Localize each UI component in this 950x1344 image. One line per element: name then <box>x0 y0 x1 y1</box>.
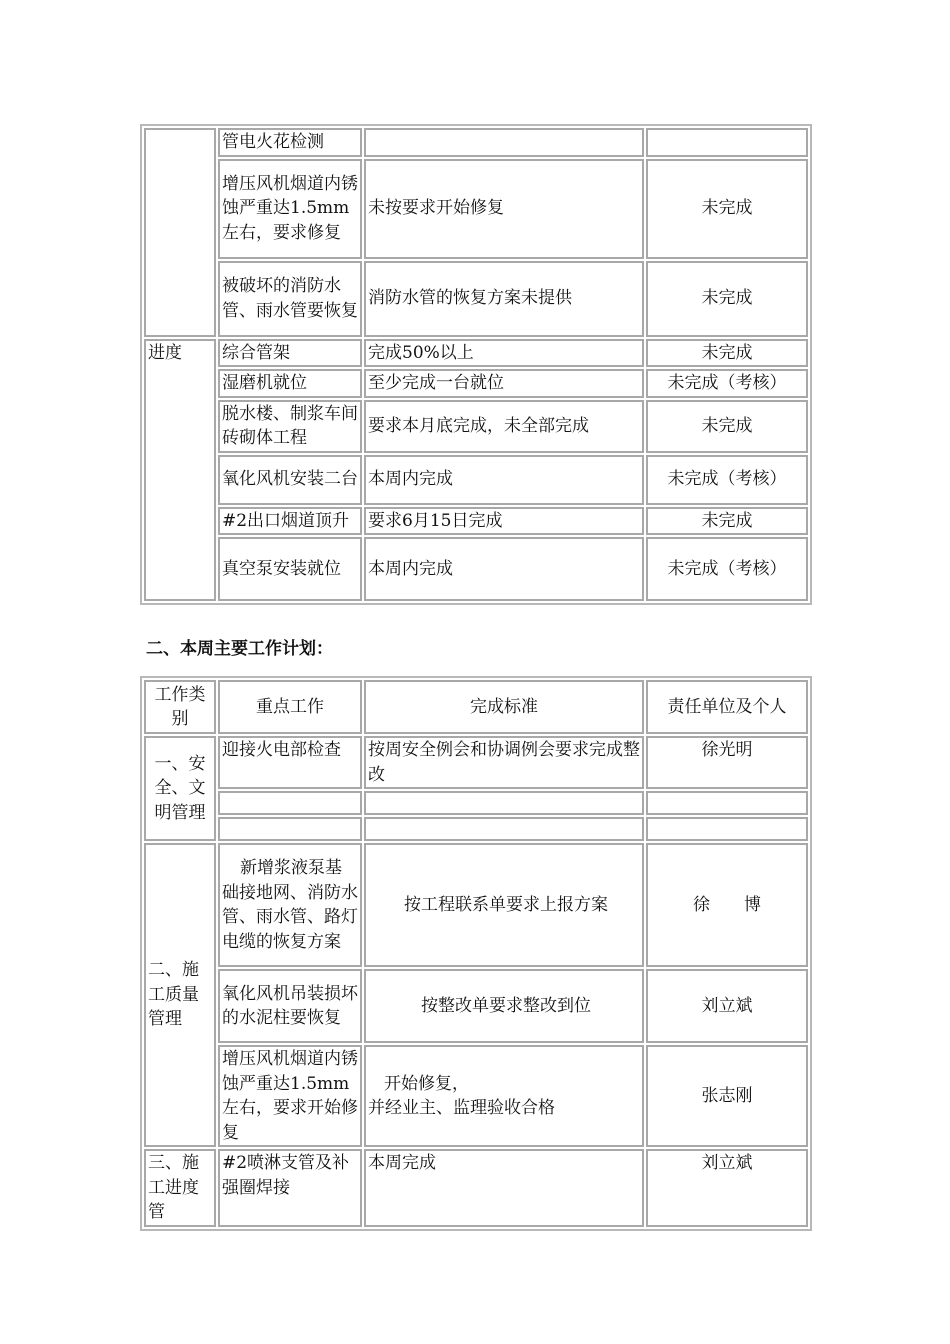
category-cell: 一、安全、文明管理 <box>144 736 216 841</box>
work-cell: 新增浆液泵基础接地网、消防水管、雨水管、路灯电缆的恢复方案 <box>218 843 362 967</box>
result-cell: 未完成 <box>646 339 808 368</box>
standard-line: 开始修复， <box>384 1073 469 1094</box>
result-cell: 未完成（考核） <box>646 369 808 398</box>
header-work: 重点工作 <box>218 680 362 734</box>
owner-cell <box>646 791 808 815</box>
owner-cell: 徐 博 <box>646 843 808 967</box>
result-cell: 未完成 <box>646 261 808 337</box>
work-cell: #2喷淋支管及补强圈焊接 <box>218 1149 362 1227</box>
owner-cell: 刘立斌 <box>646 969 808 1043</box>
status-cell <box>364 128 644 157</box>
owner-cell <box>646 817 808 841</box>
result-cell: 未完成（考核） <box>646 537 808 601</box>
item-cell: 真空泵安装就位 <box>218 537 362 601</box>
work-cell: 增压风机烟道内锈蚀严重达1.5mm左右，要求开始修复 <box>218 1045 362 1147</box>
standard-cell: 按工程联系单要求上报方案 <box>364 843 644 967</box>
owner-cell: 刘立斌 <box>646 1149 808 1227</box>
standard-cell: 按整改单要求整改到位 <box>364 969 644 1043</box>
item-cell: 综合管架 <box>218 339 362 368</box>
item-cell: 氧化风机安装二台 <box>218 455 362 505</box>
standard-line: 并经业主、监理验收合格 <box>368 1098 555 1118</box>
result-cell <box>646 128 808 157</box>
category-cell: 三、施工进度管 <box>144 1149 216 1227</box>
standard-cell: 本周完成 <box>364 1149 644 1227</box>
work-plan-table <box>140 676 812 1231</box>
result-cell: 未完成（考核） <box>646 455 808 505</box>
item-cell: 被破坏的消防水管、雨水管要恢复 <box>218 261 362 337</box>
status-cell: 完成50%以上 <box>364 339 644 368</box>
work-cell <box>218 791 362 815</box>
standard-cell <box>364 817 644 841</box>
status-cell: 要求6月15日完成 <box>364 507 644 536</box>
standard-cell <box>364 791 644 815</box>
section-heading: 二、本周主要工作计划： <box>146 639 333 659</box>
result-cell: 未完成 <box>646 159 808 259</box>
progress-status-table <box>140 124 812 605</box>
work-cell <box>218 817 362 841</box>
item-cell: 湿磨机就位 <box>218 369 362 398</box>
status-cell: 本周内完成 <box>364 537 644 601</box>
header-category: 工作类别 <box>144 680 216 734</box>
status-cell: 未按要求开始修复 <box>364 159 644 259</box>
status-cell: 本周内完成 <box>364 455 644 505</box>
work-cell: 迎接火电部检查 <box>218 736 362 789</box>
result-cell: 未完成 <box>646 507 808 536</box>
item-cell: #2出口烟道顶升 <box>218 507 362 536</box>
status-cell: 消防水管的恢复方案未提供 <box>364 261 644 337</box>
header-standard: 完成标准 <box>364 680 644 734</box>
item-cell: 管电火花检测 <box>218 128 362 157</box>
result-cell: 未完成 <box>646 400 808 453</box>
owner-cell: 徐光明 <box>646 736 808 789</box>
standard-cell: 按周安全例会和协调例会要求完成整改 <box>364 736 644 789</box>
category-cell: 二、施工质量管理 <box>144 843 216 1147</box>
status-cell: 至少完成一台就位 <box>364 369 644 398</box>
category-cell: 进度 <box>144 339 216 602</box>
category-cell <box>144 128 216 337</box>
header-owner: 责任单位及个人 <box>646 680 808 734</box>
item-cell: 增压风机烟道内锈蚀严重达1.5mm左右，要求修复 <box>218 159 362 259</box>
work-cell: 氧化风机吊装损坏的水泥柱要恢复 <box>218 969 362 1043</box>
standard-cell <box>364 1045 644 1147</box>
status-cell: 要求本月底完成，未全部完成 <box>364 400 644 453</box>
item-cell: 脱水楼、制浆车间砖砌体工程 <box>218 400 362 453</box>
owner-cell: 张志刚 <box>646 1045 808 1147</box>
